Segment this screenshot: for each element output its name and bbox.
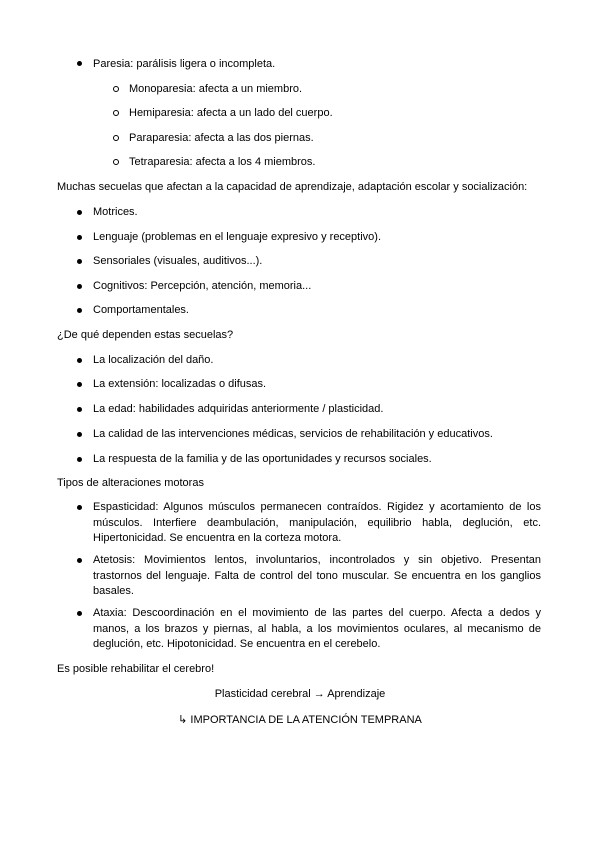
bullet-respuesta: [77, 457, 82, 462]
subtype-paraparesia: Paraparesia: afecta a las dos piernas.: [129, 132, 314, 144]
secuelas-intro: Muchas secuelas que afectan a la capacidad de aprendizaje, adaptación escolar y socialización:: [57, 181, 528, 193]
bullet-extension: [77, 382, 82, 387]
secuela-cognitivos: Cognitivos: Percepción, atención, memoria...: [93, 280, 312, 292]
secuela-lenguaje: Lenguaje (problemas en el lenguaje expresivo y receptivo).: [93, 231, 382, 243]
bullet-atetosis: [77, 558, 82, 563]
secuela-motrices: Motrices.: [93, 206, 138, 218]
sub-bullet-tetraparesia: [113, 159, 119, 165]
bullet-espasticidad: [77, 505, 82, 510]
secuela-comportamentales: Comportamentales.: [93, 304, 189, 316]
bullet-paresia: [77, 61, 82, 66]
paresia-label: Paresia: parálisis ligera o incompleta.: [93, 58, 276, 70]
plasticidad-line: Plasticidad cerebral → Aprendizaje: [214, 688, 386, 700]
bullet-calidad: [77, 432, 82, 437]
bullet-localizacion: [77, 358, 82, 363]
sub-bullet-paraparesia: [113, 135, 119, 141]
bullet-comportamentales: [77, 308, 82, 313]
alteraciones-heading: Tipos de alteraciones motoras: [57, 477, 204, 489]
alteracion-ataxia: Ataxia: Descoordinación en el movimiento de las partes del cuerpo. Afecta a dedos y manos, a los brazos y piernas, al habla, a los movimientos oculares, al mecanismo de deglución, etc. Hipotonicidad. Se encuentra en el cerebelo.: [93, 607, 541, 650]
alteracion-atetosis: Atetosis: Movimientos lentos, involuntarios, incontrolados y sin objetivo. Presentan trastornos del lenguaje. Falta de control del tono muscular. Se encuentra en los ganglios basales.: [93, 554, 541, 597]
bullet-lenguaje: [77, 235, 82, 240]
dependencia-extension: La extensión: localizadas o difusas.: [93, 378, 267, 390]
secuela-sensoriales: Sensoriales (visuales, auditivos...).: [93, 255, 263, 267]
subtype-tetraparesia: Tetraparesia: afecta a los 4 miembros.: [129, 156, 316, 168]
dependencia-respuesta: La respuesta de la familia y de las oportunidades y recursos sociales.: [93, 453, 432, 465]
bullet-sensoriales: [77, 259, 82, 264]
dependencias-question: ¿De qué dependen estas secuelas?: [57, 329, 234, 341]
sub-bullet-hemiparesia: [113, 110, 119, 116]
bullet-cognitivos: [77, 284, 82, 289]
sub-bullet-monoparesia: [113, 86, 119, 92]
bullet-ataxia: [77, 611, 82, 616]
subtype-monoparesia: Monoparesia: afecta a un miembro.: [129, 83, 303, 95]
importancia-line: ↳ IMPORTANCIA DE LA ATENCIÓN TEMPRANA: [178, 714, 422, 726]
subtype-hemiparesia: Hemiparesia: afecta a un lado del cuerpo.: [129, 107, 333, 119]
alteracion-espasticidad: Espasticidad: Algunos músculos permanecen contraídos. Rigidez y acortamiento de los músculos. Interfiere deambulación, manipulación, equilibrio habla, deglución, etc. Hipertonicidad. Se encuentra en la corteza motora.: [93, 501, 541, 544]
bullet-edad: [77, 407, 82, 412]
rehabilitar-text: Es posible rehabilitar el cerebro!: [57, 663, 215, 675]
dependencia-edad: La edad: habilidades adquiridas anteriormente / plasticidad.: [93, 403, 384, 415]
bullet-motrices: [77, 210, 82, 215]
dependencia-calidad: La calidad de las intervenciones médicas, servicios de rehabilitación y educativos.: [93, 428, 493, 440]
dependencia-localizacion: La localización del daño.: [93, 354, 214, 366]
